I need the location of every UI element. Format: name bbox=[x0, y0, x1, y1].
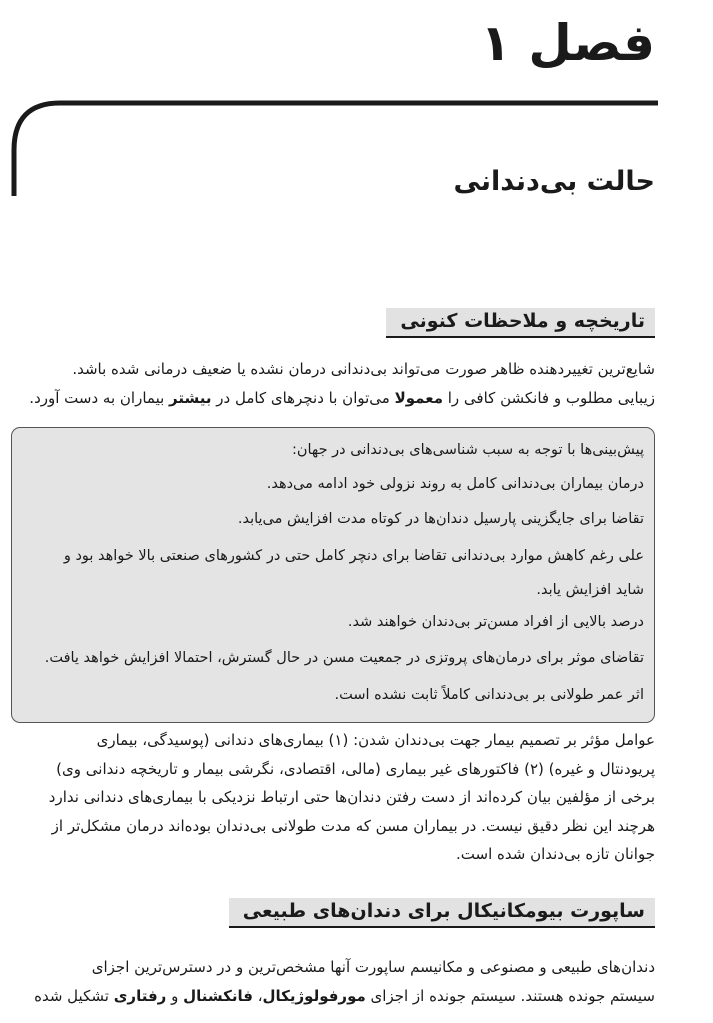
paragraph-masticatory bbox=[12, 953, 655, 1011]
heading-biomechanical: ساپورت بیومکانیکال برای دندان‌های طبیعی bbox=[229, 898, 655, 928]
heading-history: تاریخچه و ملاحظات کنونی bbox=[386, 308, 655, 338]
box-item: شاید افزایش یابد. bbox=[536, 582, 644, 598]
box-item: اثر عمر طولانی بر بی‌دندانی کاملاً ثابت نشده است. bbox=[334, 687, 644, 703]
box-item: درصد بالایی از افراد مسن‌تر بی‌دندان خواهند شد. bbox=[347, 614, 644, 630]
paragraph-line: شایع‌ترین تغییردهنده ظاهر صورت می‌تواند بی‌دندانی درمان نشده یا ضعیف درمانی شده باشد. bbox=[72, 360, 655, 378]
paragraph-line: جوانان تازه بی‌دندان شده است. bbox=[456, 845, 655, 864]
bold-term: معمولا bbox=[394, 389, 443, 407]
paragraph-line: پریودنتال و غیره) (۲) فاکتورهای غیر بیماری (مالی، اقتصادی، نگرشی بیمار و تاریخچه دندانی وی) bbox=[56, 759, 655, 778]
box-item: علی رغم کاهش موارد بی‌دندانی تقاضا برای دنچر کامل حتی در کشورهای صنعتی بالا خواهد بود و bbox=[63, 548, 644, 564]
paragraph-intro bbox=[12, 355, 655, 413]
chapter-title: فصل ۱ bbox=[480, 14, 655, 72]
bold-term: بیشتر bbox=[169, 389, 212, 407]
predictions-box bbox=[11, 427, 655, 723]
box-item: درمان بیماران بی‌دندانی کامل به روند نزولی خود ادامه می‌دهد. bbox=[266, 476, 644, 492]
section-title: حالت بی‌دندانی bbox=[453, 166, 655, 197]
paragraph-factors bbox=[12, 726, 655, 869]
bold-term: رفتاری bbox=[113, 987, 167, 1005]
paragraph-line: عوامل مؤثر بر تصمیم بیمار جهت بی‌دندان شدن: (۱) بیماری‌های دندانی (پوسیدگی، بیماری bbox=[96, 731, 655, 749]
paragraph-line: برخی از مؤلفین بیان کرده‌اند از دست رفتن دندان‌ها حتی ارتباط نزدیکی با بیماری‌های دندانی ندارد bbox=[48, 788, 655, 807]
bold-term: مورفولوژیکال bbox=[262, 987, 366, 1005]
box-item: تقاضای موثر برای درمان‌های پروتزی در جمعیت مسن در حال گسترش، احتمالا افزایش خواهد یافت. bbox=[44, 650, 644, 666]
paragraph-line: زیبایی مطلوب و فانکشن کافی را معمولا می‌توان با دنچرهای کامل در بیشتر بیماران به دست آورد. bbox=[29, 389, 655, 407]
box-item: تقاضا برای جایگزینی پارسیل دندان‌ها در کوتاه مدت افزایش می‌یابد. bbox=[237, 511, 644, 527]
paragraph-line: هرچند این نظر دقیق نیست. در بیماران مسن که مدت طولانی بی‌دندان بوده‌اند درمان مشکل‌تر از bbox=[51, 816, 655, 835]
paragraph-line: سیستم جونده هستند. سیستم جونده از اجزای مورفولوژیکال، فانکشنال و رفتاری تشکیل شده bbox=[34, 987, 655, 1005]
box-item: پیش‌بینی‌ها با توجه به سبب شناسی‌های بی‌دندانی در جهان: bbox=[291, 442, 644, 458]
bold-term: فانکشنال bbox=[183, 987, 253, 1005]
paragraph-line: دندان‌های طبیعی و مصنوعی و مکانیسم ساپورت آنها مشخص‌ترین و در دسترس‌ترین اجزای bbox=[91, 958, 655, 976]
